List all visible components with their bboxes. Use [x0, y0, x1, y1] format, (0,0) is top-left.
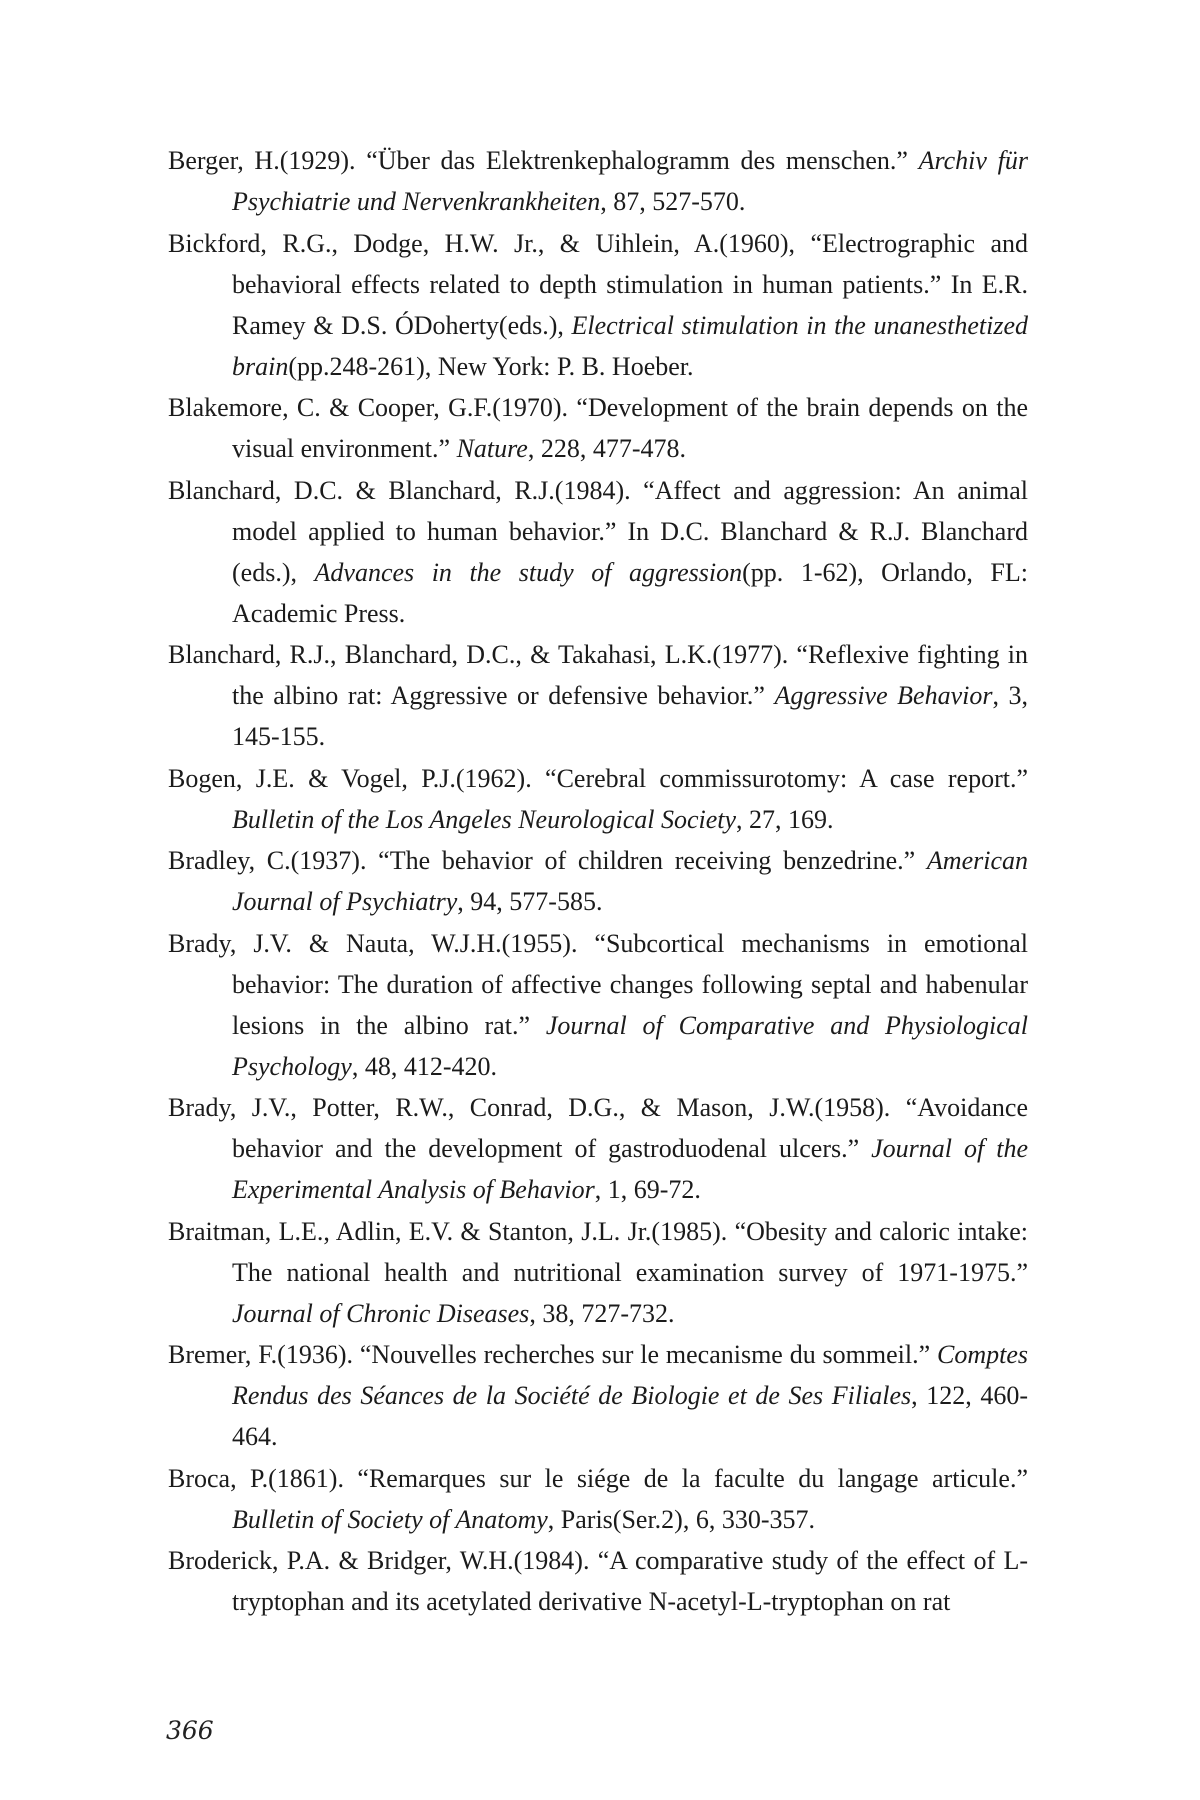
reference-entry: [168, 223, 1028, 387]
reference-text: Bremer, F.(1936). “Nouvelles recherches sur le mecanisme du sommeil.”: [168, 1340, 937, 1369]
reference-source-title: Nature: [456, 434, 528, 463]
reference-entry: [168, 1087, 1028, 1210]
reference-entry: [168, 758, 1028, 840]
reference-entry: [168, 1458, 1028, 1540]
reference-entry: [168, 470, 1028, 634]
reference-entry: [168, 140, 1028, 222]
reference-source-title: American Journal of Psychiatry: [232, 846, 1028, 916]
reference-entry: [168, 1211, 1028, 1334]
reference-citation: , Paris(Ser.2), 6, 330-357.: [547, 1504, 815, 1534]
page-number: 366: [166, 1716, 214, 1745]
reference-text: Broca, P.(1861). “Remarques sur le siége de la faculte du langage articule.”: [168, 1463, 1028, 1493]
reference-source-title: Aggressive Behavior: [774, 681, 993, 710]
reference-citation: , 38, 727-732.: [529, 1298, 675, 1328]
reference-entry: [168, 1334, 1028, 1457]
reference-text: Bradley, C.(1937). “The behavior of children receiving benzedrine.”: [168, 846, 927, 875]
reference-source-title: Bulletin of the Los Angeles Neurological Society: [232, 804, 737, 834]
reference-source-title: Advances in the study of aggression: [314, 557, 743, 587]
reference-text: Blanchard, D.C. & Blanchard, R.J.(1984). “Affect and aggression: An animal model applied to human behavior.” In D.C. Blanchard & R.J. Blanchard (eds.),: [168, 475, 1028, 587]
reference-text: Blanchard, R.J., Blanchard, D.C., & Takahasi, L.K.(1977). “Reflexive fighting in the albino rat: Aggressive or defensive behavior.”: [168, 640, 1028, 710]
reference-list: [168, 140, 1028, 1623]
reference-source-title: Comptes Rendus des Séances de la Société de Biologie et de Ses Filiales: [232, 1340, 1028, 1410]
reference-citation: , 94, 577-585.: [457, 887, 603, 916]
reference-citation: , 122, 460-464.: [232, 1381, 1028, 1451]
reference-text: Brady, J.V. & Nauta, W.J.H.(1955). “Subcortical mechanisms in emotional behavior: The duration of affective changes following septal and habenular lesions in the albino rat.”: [168, 928, 1028, 1040]
reference-source-title: Journal of the Experimental Analysis of Behavior: [232, 1134, 1028, 1204]
reference-entry: [168, 387, 1028, 469]
reference-text: Braitman, L.E., Adlin, E.V. & Stanton, J.L. Jr.(1985). “Obesity and caloric intake: The national health and nutritional examination survey of 1971-1975.”: [168, 1216, 1028, 1287]
reference-citation: , 87, 527-570.: [600, 187, 746, 216]
reference-text: Bogen, J.E. & Vogel, P.J.(1962). “Cerebral commissurotomy: A case report.”: [168, 763, 1028, 793]
reference-text: Berger, H.(1929). “Über das Elektrenkephalogramm des menschen.”: [168, 146, 919, 175]
reference-entry: [168, 1540, 1028, 1622]
reference-entry: [168, 840, 1028, 922]
reference-citation: , 1, 69-72.: [594, 1175, 701, 1204]
reference-source-title: Electrical stimulation in the unanesthetized brain: [232, 310, 1028, 381]
reference-citation: , 228, 477-478.: [527, 434, 686, 463]
reference-citation: (pp.248-261), New York: P. B. Hoeber.: [288, 351, 694, 381]
reference-citation: (pp. 1-62), Orlando, FL: Academic Press.: [232, 557, 1028, 628]
reference-entry: [168, 634, 1028, 757]
reference-source-title: Journal of Chronic Diseases: [232, 1298, 530, 1328]
reference-citation: , 3, 145-155.: [232, 681, 1028, 751]
reference-citation: , 27, 169.: [736, 804, 834, 834]
reference-citation: , 48, 412-420.: [351, 1051, 498, 1081]
reference-entry: [168, 923, 1028, 1087]
reference-source-title: Archiv für Psychiatrie und Nervenkrankheiten: [232, 146, 1028, 216]
reference-text: Brady, J.V., Potter, R.W., Conrad, D.G., & Mason, J.W.(1958). “Avoidance behavior and the development of gastroduodenal ulcers.”: [168, 1093, 1028, 1163]
reference-source-title: Journal of Comparative and Physiological Psychology: [232, 1010, 1028, 1081]
reference-text: Bickford, R.G., Dodge, H.W. Jr., & Uihlein, A.(1960), “Electrographic and behavioral effects related to depth stimulation in human patients.” In E.R. Ramey & D.S. ÓDoherty(eds.),: [168, 228, 1028, 340]
reference-source-title: Bulletin of Society of Anatomy: [232, 1504, 548, 1534]
reference-text: Broderick, P.A. & Bridger, W.H.(1984). “A comparative study of the effect of L-tryptophan and its acetylated derivative N-acetyl-L-tryptophan on rat: [168, 1546, 1028, 1616]
reference-text: Blakemore, C. & Cooper, G.F.(1970). “Development of the brain depends on the visual environment.”: [168, 393, 1028, 463]
